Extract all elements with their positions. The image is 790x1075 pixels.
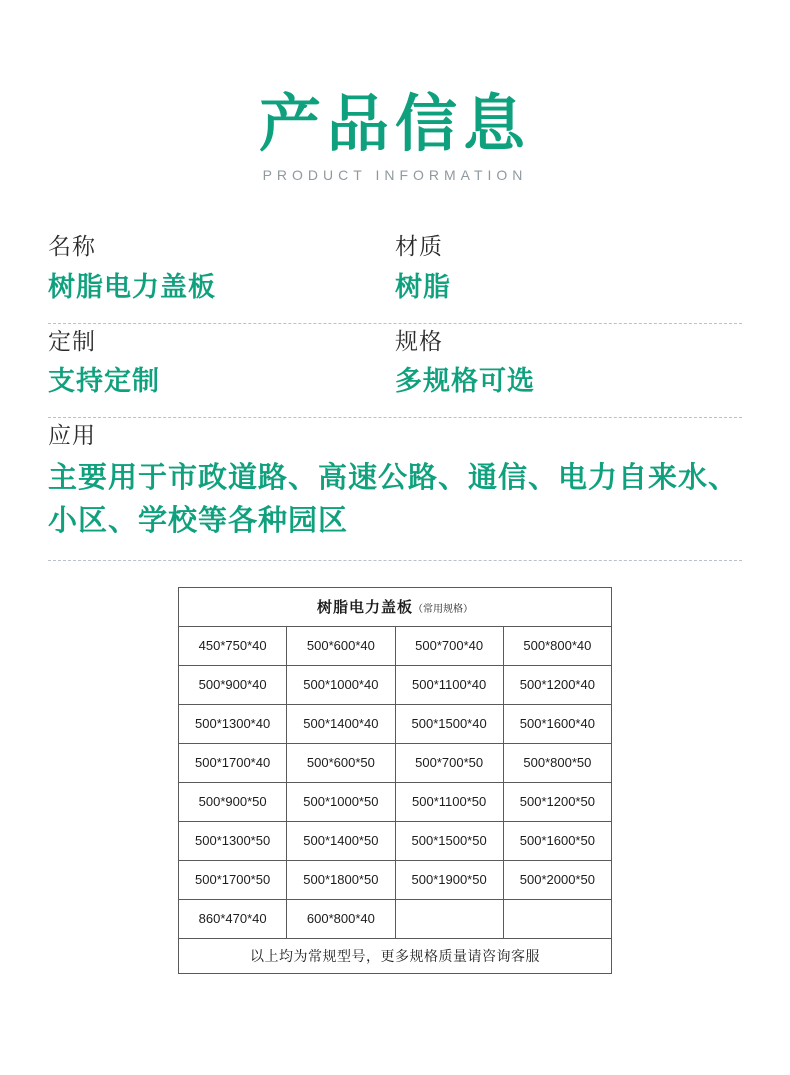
table-cell: 500*700*40 <box>395 626 503 665</box>
table-cell: 500*1900*50 <box>395 860 503 899</box>
table-cell: 500*1100*50 <box>395 782 503 821</box>
info-cell-custom <box>48 324 395 402</box>
info-label: 材质 <box>395 233 443 260</box>
table-cell: 500*1200*50 <box>503 782 611 821</box>
table-row <box>179 665 612 704</box>
spec-table-title-note: （常用规格） <box>413 604 473 616</box>
info-row <box>48 229 742 323</box>
spec-table-title-text: 树脂电力盖板 <box>316 599 413 617</box>
table-cell <box>395 899 503 938</box>
info-label: 应用 <box>48 422 96 449</box>
table-cell: 500*600*50 <box>287 743 395 782</box>
table-row <box>179 899 612 938</box>
page-subtitle: PRODUCT INFORMATION <box>262 167 528 184</box>
table-cell: 600*800*40 <box>287 899 395 938</box>
info-row <box>48 418 742 560</box>
table-cell: 500*1000*40 <box>287 665 395 704</box>
table-row-footer <box>179 938 612 973</box>
table-cell: 500*2000*50 <box>503 860 611 899</box>
spec-table <box>178 587 612 974</box>
table-cell: 500*1200*40 <box>503 665 611 704</box>
table-cell: 500*1600*40 <box>503 704 611 743</box>
info-label: 名称 <box>48 233 96 260</box>
table-cell: 500*1800*50 <box>287 860 395 899</box>
info-value: 树脂电力盖板 <box>48 271 216 302</box>
spec-table-title <box>179 587 612 626</box>
table-cell: 500*900*50 <box>179 782 287 821</box>
table-cell: 500*900*40 <box>179 665 287 704</box>
info-label: 定制 <box>48 327 96 354</box>
page-header <box>0 0 790 183</box>
table-cell: 500*1100*40 <box>395 665 503 704</box>
table-cell: 500*600*40 <box>287 626 395 665</box>
page-title: 产品信息 <box>258 90 531 159</box>
table-row <box>179 782 612 821</box>
table-row-header <box>179 587 612 626</box>
table-cell: 500*1600*50 <box>503 821 611 860</box>
spec-table-wrapper <box>178 587 612 974</box>
table-cell: 500*1300*40 <box>179 704 287 743</box>
table-cell: 500*800*40 <box>503 626 611 665</box>
table-cell <box>503 899 611 938</box>
table-cell: 860*470*40 <box>179 899 287 938</box>
table-cell: 500*1400*40 <box>287 704 395 743</box>
info-cell-spec <box>395 324 742 402</box>
table-cell: 500*1500*40 <box>395 704 503 743</box>
table-row <box>179 860 612 899</box>
info-value: 多规格可选 <box>395 366 535 397</box>
spec-table-footer: 以上均为常规型号，更多规格质量请咨询客服 <box>179 938 612 973</box>
table-cell: 500*1300*50 <box>179 821 287 860</box>
table-cell: 500*700*50 <box>395 743 503 782</box>
info-cell-name <box>48 229 395 307</box>
info-list <box>48 183 742 561</box>
divider <box>48 560 742 561</box>
table-row <box>179 743 612 782</box>
info-cell-material <box>395 229 742 307</box>
info-value: 树脂 <box>395 271 451 302</box>
table-row <box>179 626 612 665</box>
info-value: 支持定制 <box>48 366 160 397</box>
table-cell: 500*800*50 <box>503 743 611 782</box>
table-cell: 500*1000*50 <box>287 782 395 821</box>
table-row <box>179 704 612 743</box>
info-row <box>48 324 742 418</box>
table-cell: 500*1700*50 <box>179 860 287 899</box>
info-value: 主要用于市政道路、高速公路、通信、电力自来水、小区、学校等各种园区 <box>48 461 739 538</box>
info-cell-application <box>48 418 742 544</box>
table-cell: 500*1700*40 <box>179 743 287 782</box>
table-cell: 500*1400*50 <box>287 821 395 860</box>
table-cell: 500*1500*50 <box>395 821 503 860</box>
info-label: 规格 <box>395 327 443 354</box>
table-row <box>179 821 612 860</box>
table-cell: 450*750*40 <box>179 626 287 665</box>
